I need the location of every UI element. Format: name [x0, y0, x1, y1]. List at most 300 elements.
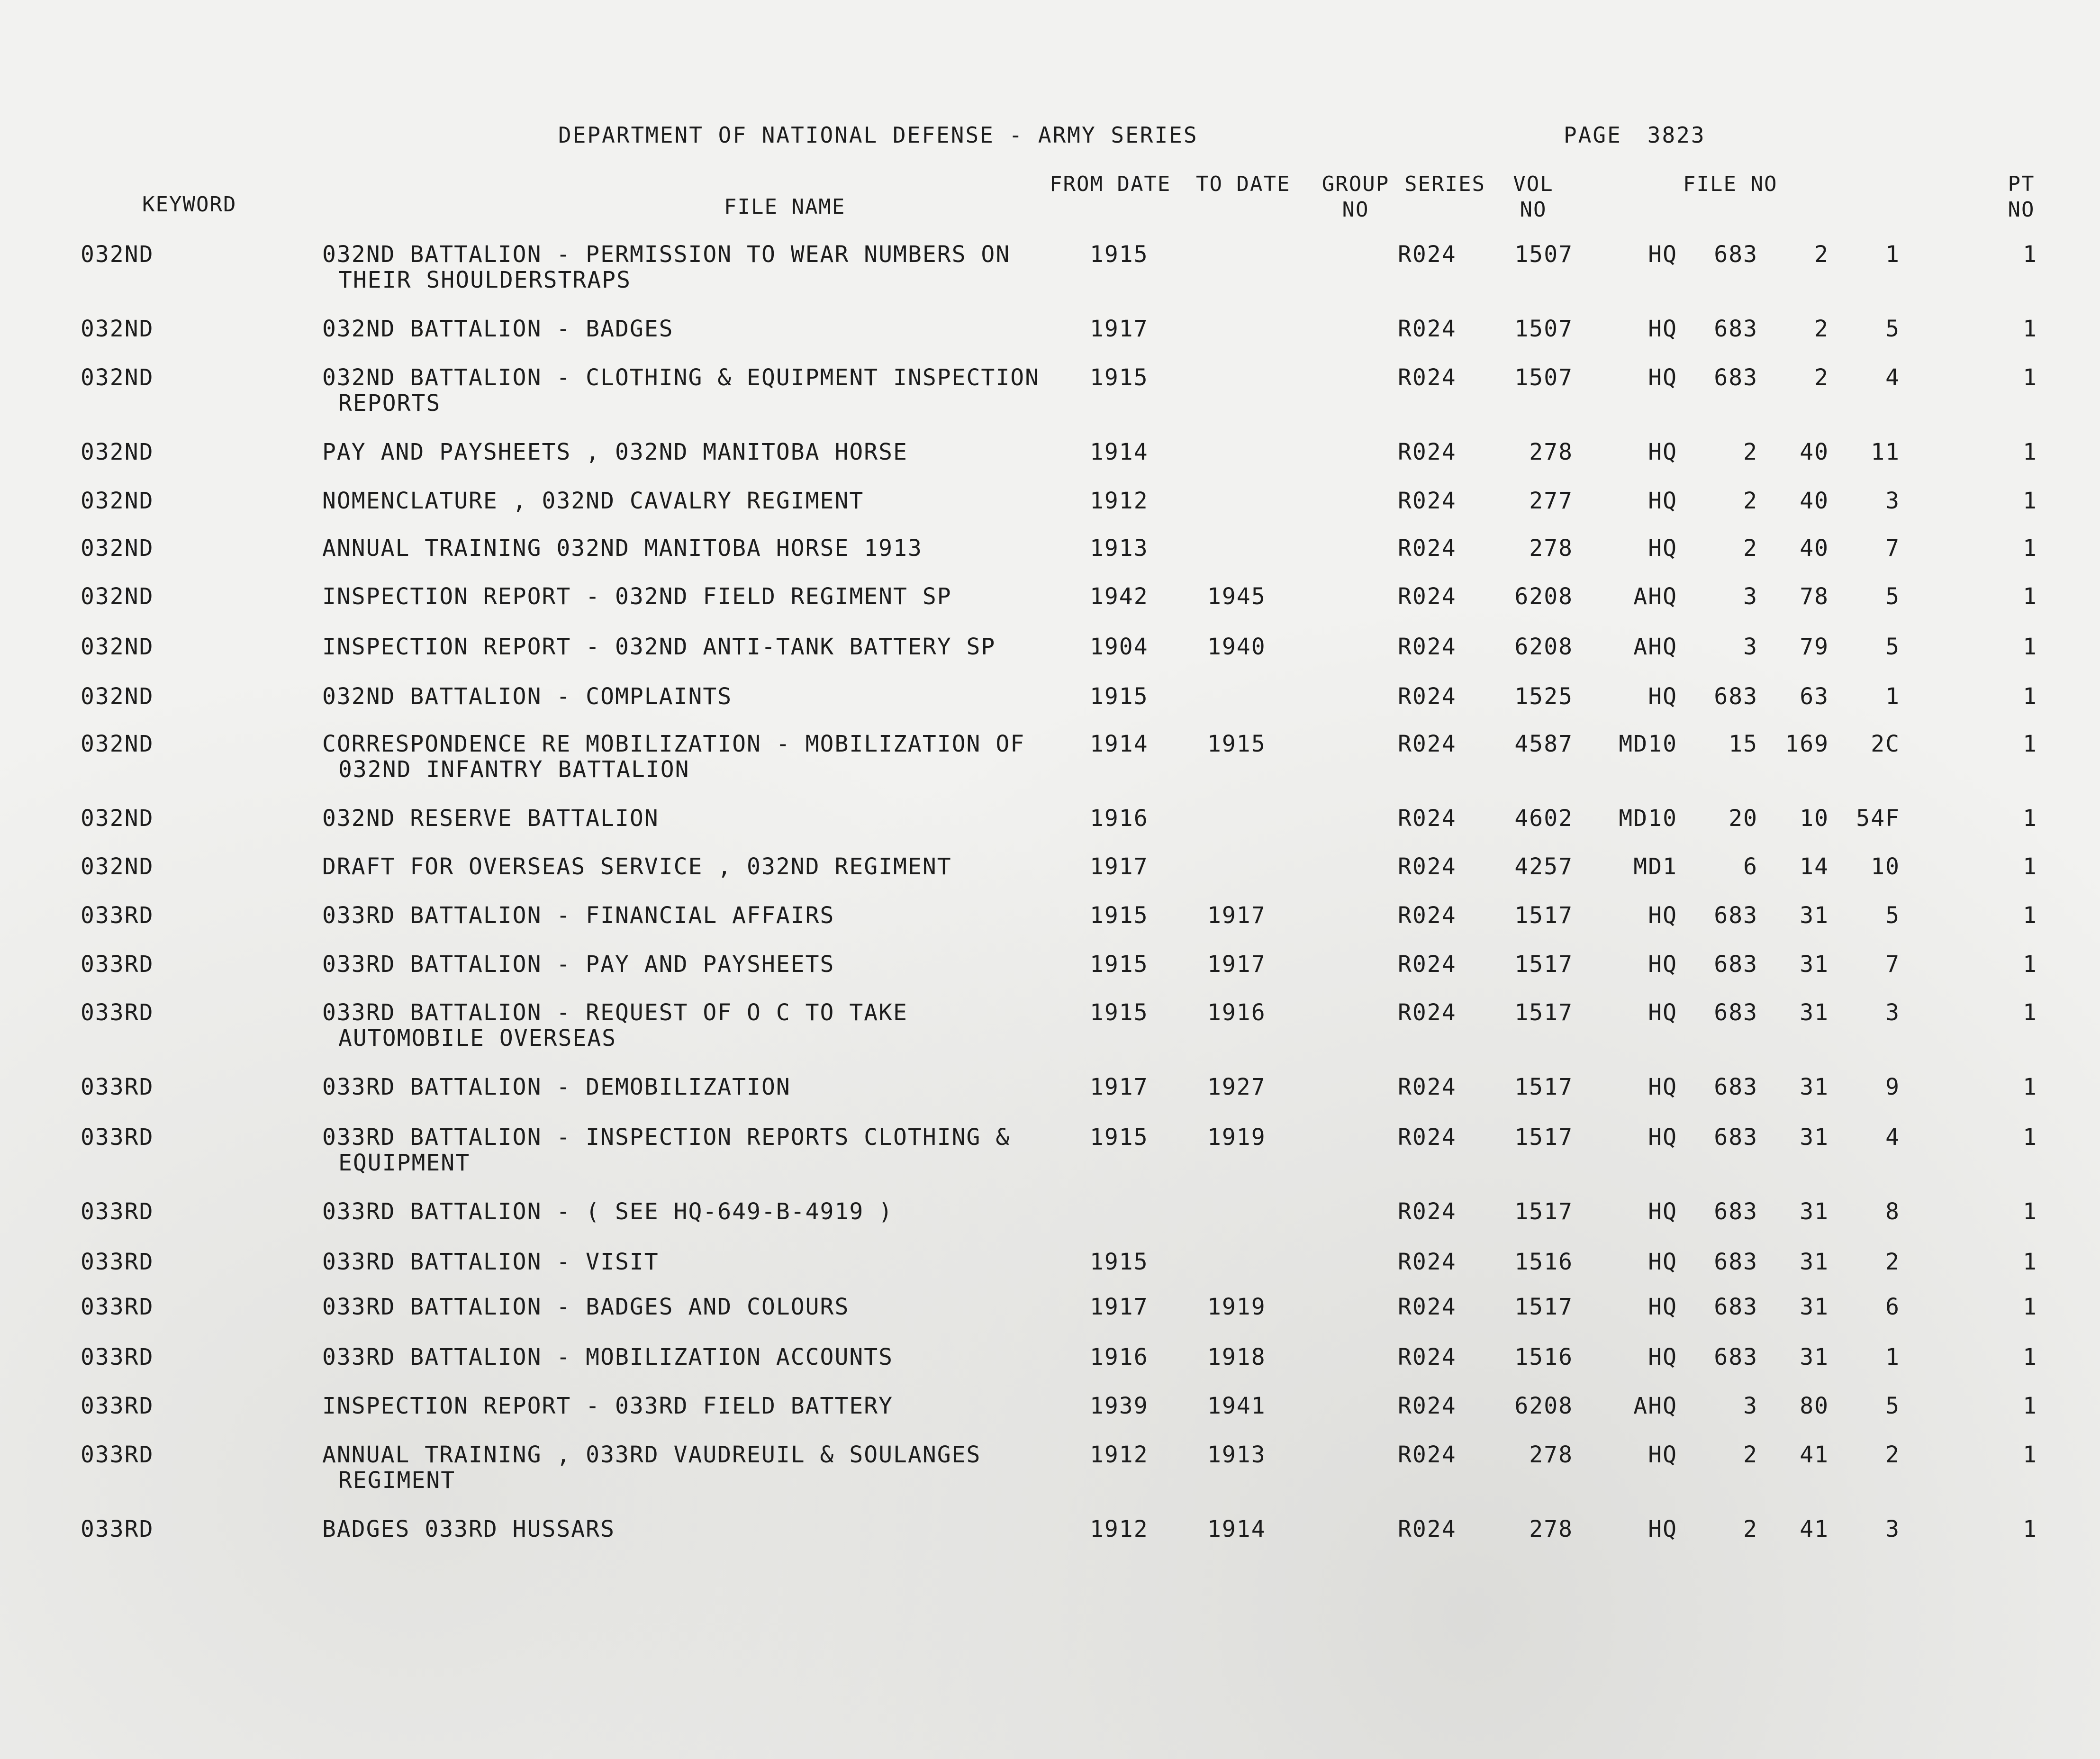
pt-no-cell: 1: [2023, 1124, 2037, 1151]
file-prefix-cell: HQ: [1648, 951, 1677, 978]
from-date-cell: 1915: [1090, 1124, 1149, 1151]
vol-no-cell: 1517: [1514, 902, 1573, 929]
file-no-part3-cell: 54F: [1856, 805, 1900, 832]
pt-no-cell: 1: [2023, 634, 2037, 660]
keyword-cell: 033RD: [81, 951, 154, 978]
file-prefix-cell: AHQ: [1633, 583, 1677, 610]
file-no-part3-cell: 11: [1871, 439, 1900, 465]
table-row: [0, 316, 2100, 368]
to-date-cell: 1914: [1207, 1516, 1266, 1542]
series-cell: R024: [1398, 1294, 1457, 1320]
keyword-cell: 032ND: [81, 853, 154, 880]
file-prefix-cell: MD1: [1633, 853, 1677, 880]
file-no-part2-cell: 40: [1800, 488, 1829, 514]
vol-no-cell: 278: [1529, 1442, 1573, 1468]
file-no-part1-cell: 3: [1743, 1393, 1758, 1419]
file-name-cell: [322, 488, 1061, 514]
file-no-part3-cell: 7: [1885, 535, 1900, 562]
file-no-part1-cell: 683: [1714, 999, 1758, 1026]
file-no-part2-cell: 31: [1800, 1294, 1829, 1320]
file-prefix-cell: AHQ: [1633, 634, 1677, 660]
file-prefix-cell: HQ: [1648, 999, 1677, 1026]
table-row: [0, 365, 2100, 417]
series-cell: R024: [1398, 439, 1457, 465]
vol-no-cell: 278: [1529, 1516, 1573, 1542]
series-cell: R024: [1398, 1344, 1457, 1370]
to-date-cell: 1940: [1207, 634, 1266, 660]
keyword-cell: 032ND: [81, 316, 154, 342]
file-no-part2-cell: 2: [1814, 241, 1829, 268]
pt-no-cell: 1: [2023, 805, 2037, 832]
table-row: [0, 1442, 2100, 1494]
file-name-cell: [322, 1442, 1061, 1493]
file-no-part1-cell: 683: [1714, 1344, 1758, 1370]
file-name-line1: 033RD BATTALION - REQUEST OF O C TO TAKE: [322, 999, 908, 1026]
table-row: [0, 584, 2100, 636]
file-no-part3-cell: 2: [1885, 1249, 1900, 1275]
file-prefix-cell: MD10: [1619, 731, 1677, 757]
from-date-cell: 1915: [1090, 951, 1149, 978]
pt-no-cell: 1: [2023, 1516, 2037, 1542]
group-no-line1: GROUP: [1322, 172, 1390, 196]
file-name-cell: [322, 584, 1061, 609]
file-no-part1-cell: 683: [1714, 1294, 1758, 1320]
series-cell: R024: [1398, 488, 1457, 514]
vol-no-cell: 1507: [1514, 364, 1573, 391]
column-header-file-name: FILE NAME: [724, 195, 846, 219]
file-no-part2-cell: 31: [1800, 999, 1829, 1026]
file-no-part2-cell: 78: [1800, 583, 1829, 610]
table-row: [0, 1124, 2100, 1177]
file-prefix-cell: HQ: [1648, 316, 1677, 342]
file-no-part3-cell: 5: [1885, 634, 1900, 660]
column-header-series: SERIES: [1404, 172, 1485, 196]
file-prefix-cell: HQ: [1648, 364, 1677, 391]
file-prefix-cell: HQ: [1648, 1294, 1677, 1320]
vol-no-cell: 1517: [1514, 951, 1573, 978]
from-date-cell: 1916: [1090, 1344, 1149, 1370]
keyword-cell: 032ND: [81, 634, 154, 660]
series-cell: R024: [1398, 1074, 1457, 1100]
keyword-cell: 032ND: [81, 805, 154, 832]
file-name-cell: [322, 634, 1061, 660]
file-name-cell: [322, 316, 1061, 342]
file-no-part3-cell: 9: [1885, 1074, 1900, 1100]
file-no-part3-cell: 3: [1885, 999, 1900, 1026]
series-cell: R024: [1398, 1198, 1457, 1225]
file-no-part2-cell: 31: [1800, 1198, 1829, 1225]
series-cell: R024: [1398, 316, 1457, 342]
file-no-part1-cell: 683: [1714, 951, 1758, 978]
file-no-part2-cell: 31: [1800, 902, 1829, 929]
from-date-cell: 1916: [1090, 805, 1149, 832]
file-name-line1: INSPECTION REPORT - 032ND ANTI-TANK BATTERY SP: [322, 634, 996, 660]
file-no-part2-cell: 40: [1800, 439, 1829, 465]
pt-no-cell: 1: [2023, 683, 2037, 710]
to-date-cell: 1913: [1207, 1442, 1266, 1468]
file-no-part3-cell: 3: [1885, 488, 1900, 514]
file-name-cell: [322, 903, 1061, 928]
file-no-part1-cell: 3: [1743, 634, 1758, 660]
column-header-vol-no: [1505, 172, 1562, 223]
file-prefix-cell: HQ: [1648, 902, 1677, 929]
pt-no-cell: 1: [2023, 1344, 2037, 1370]
table-row: [0, 242, 2100, 294]
from-date-cell: 1914: [1090, 731, 1149, 757]
file-no-part1-cell: 2: [1743, 439, 1758, 465]
file-name-line2: THEIR SHOULDERSTRAPS: [338, 267, 631, 293]
table-row: [0, 535, 2100, 588]
series-cell: R024: [1398, 1249, 1457, 1275]
file-no-part2-cell: 80: [1800, 1393, 1829, 1419]
from-date-cell: 1917: [1090, 853, 1149, 880]
file-no-part2-cell: 31: [1800, 1124, 1829, 1151]
file-name-cell: [322, 439, 1061, 465]
pt-no-cell: 1: [2023, 1393, 2037, 1419]
file-no-part1-cell: 2: [1743, 1516, 1758, 1542]
column-header-file-no: FILE NO: [1683, 172, 1778, 196]
file-no-part3-cell: 4: [1885, 1124, 1900, 1151]
file-name-cell: [322, 952, 1061, 977]
file-name-cell: [322, 535, 1061, 561]
file-no-part1-cell: 15: [1729, 731, 1758, 757]
from-date-cell: 1939: [1090, 1393, 1149, 1419]
vol-no-cell: 4587: [1514, 731, 1573, 757]
file-no-part3-cell: 5: [1885, 316, 1900, 342]
from-date-cell: 1915: [1090, 999, 1149, 1026]
pt-no-cell: 1: [2023, 1442, 2037, 1468]
file-prefix-cell: HQ: [1648, 683, 1677, 710]
keyword-cell: 032ND: [81, 488, 154, 514]
pt-no-cell: 1: [2023, 853, 2037, 880]
file-name-line1: 032ND BATTALION - CLOTHING & EQUIPMENT INSPECTION: [322, 364, 1040, 391]
file-no-part3-cell: 7: [1885, 951, 1900, 978]
from-date-cell: 1904: [1090, 634, 1149, 660]
file-no-part2-cell: 41: [1800, 1442, 1829, 1468]
table-row: [0, 903, 2100, 955]
file-name-line1: ANNUAL TRAINING 032ND MANITOBA HORSE 1913: [322, 535, 923, 562]
keyword-cell: 033RD: [81, 1294, 154, 1320]
series-cell: R024: [1398, 364, 1457, 391]
table-row: [0, 1516, 2100, 1569]
file-name-line2: EQUIPMENT: [338, 1150, 471, 1176]
from-date-cell: 1915: [1090, 1249, 1149, 1275]
pt-no-cell: 1: [2023, 488, 2037, 514]
table-row: [0, 1000, 2100, 1052]
file-no-part3-cell: 8: [1885, 1198, 1900, 1225]
to-date-cell: 1919: [1207, 1124, 1266, 1151]
vol-no-cell: 1517: [1514, 1198, 1573, 1225]
file-no-part1-cell: 6: [1743, 853, 1758, 880]
vol-no-cell: 6208: [1514, 1393, 1573, 1419]
from-date-cell: 1917: [1090, 316, 1149, 342]
file-name-line1: 033RD BATTALION - FINANCIAL AFFAIRS: [322, 902, 835, 929]
vol-no-cell: 278: [1529, 535, 1573, 562]
column-header-group-no: [1315, 172, 1396, 223]
keyword-cell: 033RD: [81, 1344, 154, 1370]
pt-no-cell: 1: [2023, 241, 2037, 268]
series-cell: R024: [1398, 241, 1457, 268]
to-date-cell: 1927: [1207, 1074, 1266, 1100]
file-no-part2-cell: 2: [1814, 364, 1829, 391]
column-header-pt-no: [1998, 172, 2045, 223]
series-cell: R024: [1398, 535, 1457, 562]
series-cell: R024: [1398, 1124, 1457, 1151]
file-no-part3-cell: 2: [1885, 1442, 1900, 1468]
file-name-line1: 032ND BATTALION - BADGES: [322, 316, 674, 342]
file-no-part1-cell: 683: [1714, 1249, 1758, 1275]
file-no-part2-cell: 31: [1800, 1074, 1829, 1100]
file-prefix-cell: HQ: [1648, 1198, 1677, 1225]
file-name-line1: BADGES 033RD HUSSARS: [322, 1516, 615, 1542]
file-no-part2-cell: 41: [1800, 1516, 1829, 1542]
group-no-line2: NO: [1342, 198, 1369, 222]
file-prefix-cell: HQ: [1648, 1124, 1677, 1151]
from-date-cell: 1913: [1090, 535, 1149, 562]
page-label: PAGE: [1564, 122, 1622, 148]
series-cell: R024: [1398, 731, 1457, 757]
file-prefix-cell: HQ: [1648, 1249, 1677, 1275]
vol-no-cell: 278: [1529, 439, 1573, 465]
table-row: [0, 439, 2100, 491]
vol-no-cell: 1517: [1514, 1294, 1573, 1320]
file-no-part1-cell: 20: [1729, 805, 1758, 832]
to-date-cell: 1918: [1207, 1344, 1266, 1370]
file-name-line1: NOMENCLATURE , 032ND CAVALRY REGIMENT: [322, 488, 864, 514]
table-row: [0, 731, 2100, 783]
file-prefix-cell: HQ: [1648, 488, 1677, 514]
file-no-part2-cell: 40: [1800, 535, 1829, 562]
file-name-line1: 033RD BATTALION - MOBILIZATION ACCOUNTS: [322, 1344, 894, 1370]
file-no-part3-cell: 10: [1871, 853, 1900, 880]
series-cell: R024: [1398, 634, 1457, 660]
vol-no-cell: 1507: [1514, 241, 1573, 268]
file-name-line1: INSPECTION REPORT - 032ND FIELD REGIMENT SP: [322, 583, 952, 610]
file-prefix-cell: HQ: [1648, 1442, 1677, 1468]
file-prefix-cell: HQ: [1648, 1344, 1677, 1370]
file-name-cell: [322, 1294, 1061, 1320]
file-no-part3-cell: 5: [1885, 1393, 1900, 1419]
vol-no-line2: NO: [1520, 198, 1547, 222]
file-name-line1: DRAFT FOR OVERSEAS SERVICE , 032ND REGIMENT: [322, 853, 952, 880]
table-row: [0, 1074, 2100, 1126]
keyword-cell: 032ND: [81, 535, 154, 562]
keyword-cell: 033RD: [81, 902, 154, 929]
file-no-part2-cell: 10: [1800, 805, 1829, 832]
file-name-cell: [322, 1249, 1061, 1275]
table-row: [0, 1199, 2100, 1251]
file-no-part1-cell: 2: [1743, 1442, 1758, 1468]
page-number-block: [1564, 122, 1706, 148]
file-no-part3-cell: 2C: [1871, 731, 1900, 757]
vol-no-cell: 277: [1529, 488, 1573, 514]
keyword-cell: 033RD: [81, 1124, 154, 1151]
from-date-cell: 1912: [1090, 1516, 1149, 1542]
file-name-cell: [322, 1000, 1061, 1051]
keyword-cell: 033RD: [81, 999, 154, 1026]
keyword-cell: 032ND: [81, 731, 154, 757]
vol-no-cell: 1517: [1514, 999, 1573, 1026]
file-no-part2-cell: 63: [1800, 683, 1829, 710]
keyword-cell: 033RD: [81, 1198, 154, 1225]
file-no-part1-cell: 683: [1714, 316, 1758, 342]
file-no-part2-cell: 31: [1800, 951, 1829, 978]
vol-no-cell: 1507: [1514, 316, 1573, 342]
file-name-cell: [322, 1393, 1061, 1419]
to-date-cell: 1945: [1207, 583, 1266, 610]
file-name-line1: PAY AND PAYSHEETS , 032ND MANITOBA HORSE: [322, 439, 908, 465]
to-date-cell: 1916: [1207, 999, 1266, 1026]
vol-no-cell: 6208: [1514, 583, 1573, 610]
file-no-part1-cell: 2: [1743, 488, 1758, 514]
file-no-part3-cell: 3: [1885, 1516, 1900, 1542]
from-date-cell: 1917: [1090, 1074, 1149, 1100]
file-no-part3-cell: 1: [1885, 241, 1900, 268]
series-cell: R024: [1398, 999, 1457, 1026]
series-cell: R024: [1398, 1393, 1457, 1419]
file-no-part1-cell: 683: [1714, 364, 1758, 391]
file-name-line1: 033RD BATTALION - ( SEE HQ-649-B-4919 ): [322, 1198, 894, 1225]
file-no-part3-cell: 4: [1885, 364, 1900, 391]
pt-no-cell: 1: [2023, 316, 2037, 342]
table-row: [0, 1249, 2100, 1301]
table-row: [0, 952, 2100, 1004]
file-name-cell: [322, 731, 1061, 782]
pt-no-cell: 1: [2023, 1294, 2037, 1320]
table-row: [0, 488, 2100, 540]
keyword-cell: 033RD: [81, 1516, 154, 1542]
series-cell: R024: [1398, 1516, 1457, 1542]
file-prefix-cell: AHQ: [1633, 1393, 1677, 1419]
file-name-line1: 033RD BATTALION - DEMOBILIZATION: [322, 1074, 791, 1100]
series-cell: R024: [1398, 951, 1457, 978]
series-cell: R024: [1398, 1442, 1457, 1468]
file-no-part1-cell: 683: [1714, 683, 1758, 710]
file-no-part1-cell: 683: [1714, 1124, 1758, 1151]
file-name-cell: [322, 365, 1061, 416]
table-row: [0, 1393, 2100, 1445]
table-row: [0, 634, 2100, 686]
vol-no-cell: 4257: [1514, 853, 1573, 880]
to-date-cell: 1915: [1207, 731, 1266, 757]
file-name-cell: [322, 242, 1061, 293]
column-header-keyword: KEYWORD: [142, 192, 237, 217]
file-prefix-cell: HQ: [1648, 535, 1677, 562]
keyword-cell: 032ND: [81, 583, 154, 610]
vol-no-cell: 1516: [1514, 1344, 1573, 1370]
vol-no-line1: VOL: [1513, 172, 1554, 196]
pt-no-cell: 1: [2023, 364, 2037, 391]
file-no-part1-cell: 683: [1714, 1198, 1758, 1225]
vol-no-cell: 1516: [1514, 1249, 1573, 1275]
from-date-cell: 1915: [1090, 683, 1149, 710]
vol-no-cell: 1525: [1514, 683, 1573, 710]
file-name-line1: 032ND RESERVE BATTALION: [322, 805, 659, 832]
file-no-part3-cell: 5: [1885, 583, 1900, 610]
file-prefix-cell: HQ: [1648, 439, 1677, 465]
table-row: [0, 1344, 2100, 1396]
file-name-line1: 032ND BATTALION - PERMISSION TO WEAR NUMBERS ON: [322, 241, 1011, 268]
pt-no-cell: 1: [2023, 439, 2037, 465]
file-name-line1: 033RD BATTALION - INSPECTION REPORTS CLOTHING &: [322, 1124, 1011, 1151]
to-date-cell: 1941: [1207, 1393, 1266, 1419]
pt-no-cell: 1: [2023, 535, 2037, 562]
file-name-line2: REGIMENT: [338, 1467, 456, 1494]
file-no-part1-cell: 2: [1743, 535, 1758, 562]
file-name-cell: [322, 1074, 1061, 1100]
file-no-part2-cell: 2: [1814, 316, 1829, 342]
keyword-cell: 032ND: [81, 439, 154, 465]
file-no-part2-cell: 31: [1800, 1344, 1829, 1370]
file-no-part3-cell: 1: [1885, 1344, 1900, 1370]
keyword-cell: 033RD: [81, 1074, 154, 1100]
from-date-cell: 1942: [1090, 583, 1149, 610]
file-no-part1-cell: 683: [1714, 241, 1758, 268]
file-prefix-cell: HQ: [1648, 1516, 1677, 1542]
from-date-cell: 1912: [1090, 488, 1149, 514]
table-row: [0, 684, 2100, 736]
pt-no-cell: 1: [2023, 1249, 2037, 1275]
pt-no-line2: NO: [2008, 198, 2035, 222]
file-prefix-cell: HQ: [1648, 241, 1677, 268]
file-name-cell: [322, 1199, 1061, 1224]
vol-no-cell: 6208: [1514, 634, 1573, 660]
pt-no-cell: 1: [2023, 1198, 2037, 1225]
from-date-cell: 1912: [1090, 1442, 1149, 1468]
file-name-cell: [322, 854, 1061, 880]
table-row: [0, 854, 2100, 906]
page-title: DEPARTMENT OF NATIONAL DEFENSE - ARMY SERIES: [558, 122, 1198, 148]
file-no-part2-cell: 79: [1800, 634, 1829, 660]
series-cell: R024: [1398, 853, 1457, 880]
file-name-line1: CORRESPONDENCE RE MOBILIZATION - MOBILIZATION OF: [322, 731, 1025, 757]
keyword-cell: 032ND: [81, 364, 154, 391]
to-date-cell: 1917: [1207, 951, 1266, 978]
file-no-part1-cell: 683: [1714, 902, 1758, 929]
file-no-part2-cell: 31: [1800, 1249, 1829, 1275]
table-row: [0, 806, 2100, 858]
keyword-cell: 033RD: [81, 1249, 154, 1275]
keyword-cell: 033RD: [81, 1393, 154, 1419]
file-prefix-cell: HQ: [1648, 1074, 1677, 1100]
from-date-cell: 1914: [1090, 439, 1149, 465]
series-cell: R024: [1398, 583, 1457, 610]
file-name-cell: [322, 1516, 1061, 1542]
file-name-line1: 033RD BATTALION - BADGES AND COLOURS: [322, 1294, 850, 1320]
file-name-line1: INSPECTION REPORT - 033RD FIELD BATTERY: [322, 1393, 894, 1419]
pt-no-cell: 1: [2023, 999, 2037, 1026]
from-date-cell: 1915: [1090, 241, 1149, 268]
from-date-cell: 1917: [1090, 1294, 1149, 1320]
file-name-cell: [322, 1344, 1061, 1370]
file-name-line2: REPORTS: [338, 390, 441, 417]
file-name-line2: AUTOMOBILE OVERSEAS: [338, 1025, 617, 1052]
file-name-line1: 033RD BATTALION - PAY AND PAYSHEETS: [322, 951, 835, 978]
column-header-to-date: TO DATE: [1196, 172, 1291, 196]
file-no-part2-cell: 169: [1785, 731, 1829, 757]
pt-no-line1: PT: [2008, 172, 2035, 196]
file-no-part1-cell: 3: [1743, 583, 1758, 610]
series-cell: R024: [1398, 683, 1457, 710]
from-date-cell: 1915: [1090, 902, 1149, 929]
keyword-cell: 032ND: [81, 683, 154, 710]
file-name-line2: 032ND INFANTRY BATTALION: [338, 756, 690, 783]
series-cell: R024: [1398, 902, 1457, 929]
file-name-cell: [322, 1124, 1061, 1176]
keyword-cell: 032ND: [81, 241, 154, 268]
file-name-cell: [322, 806, 1061, 831]
pt-no-cell: 1: [2023, 583, 2037, 610]
